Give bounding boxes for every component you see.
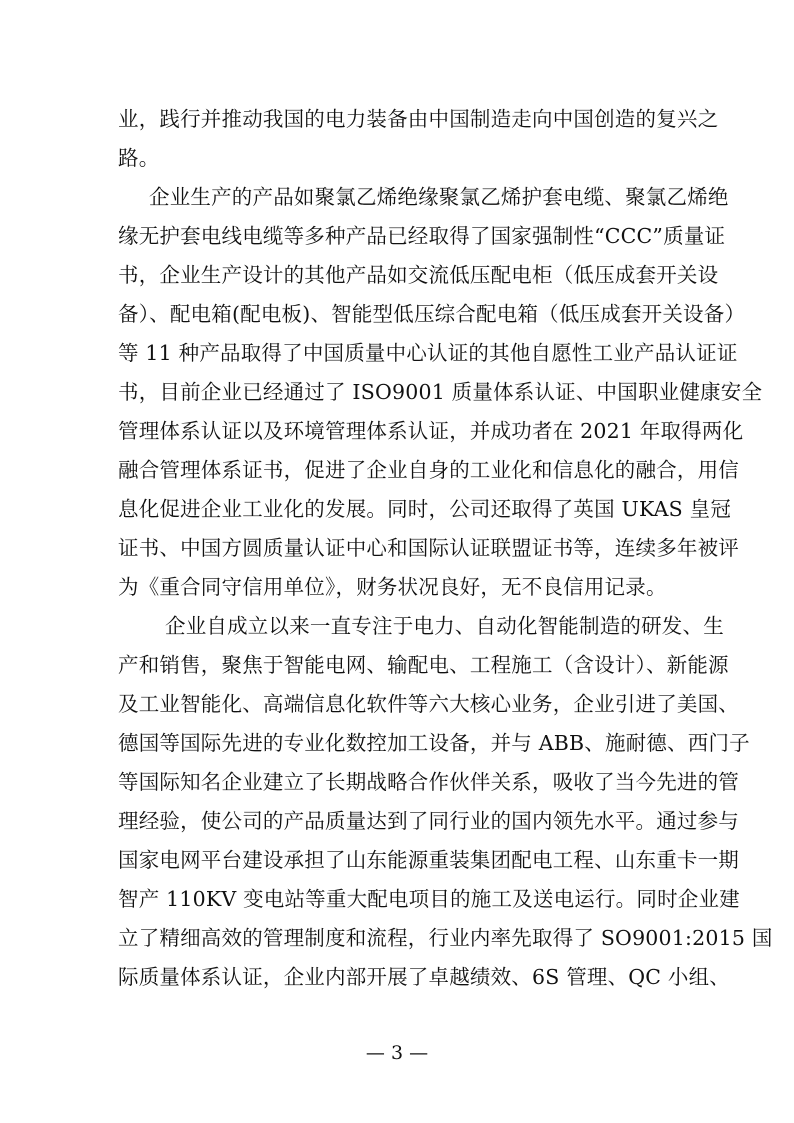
text-line: 书，目前企业已经通过了 ISO9001 质量体系认证、中国职业健康安全: [118, 380, 763, 404]
text-line: 产和销售，聚焦于智能电网、输配电、工程施工（含设计）、新能源: [118, 653, 729, 677]
text-line: 缘无护套电线电缆等多种产品已经取得了国家强制性“CCC”质量证: [118, 224, 726, 248]
text-line: 德国等国际先进的专业化数控加工设备，并与 ABB、施耐德、西门子: [118, 731, 750, 755]
text-line: 等 11 种产品取得了中国质量中心认证的其他自愿性工业产品认证证: [118, 341, 738, 365]
text-line: 管理体系认证以及环境管理体系认证，并成功者在 2021 年取得两化: [118, 419, 744, 443]
text-line: 际质量体系认证，企业内部开展了卓越绩效、6S 管理、QC 小组、: [118, 965, 731, 989]
text-line: 息化促进企业工业化的发展。同时，公司还取得了英国 UKAS 皇冠: [118, 497, 732, 521]
paragraph-2: [118, 178, 763, 607]
text-line: 融合管理体系证书，促进了企业自身的工业化和信息化的融合，用信: [118, 458, 739, 482]
document-body: [118, 100, 773, 997]
text-line: 为《重合同守信用单位》，财务状况良好，无不良信用记录。: [118, 575, 667, 599]
paragraph-3: [118, 607, 773, 997]
text-line: 业，践行并推动我国的电力装备由中国制造走向中国创造的复兴之: [118, 107, 719, 131]
text-line: 路。: [118, 146, 160, 170]
text-line: 智产 110KV 变电站等重大配电项目的施工及送电运行。同时企业建: [118, 887, 740, 911]
text-line: 企业生产的产品如聚氯乙烯绝缘聚氯乙烯护套电缆、聚氯乙烯绝: [149, 185, 729, 209]
text-line: 企业自成立以来一直专注于电力、自动化智能制造的研发、生: [165, 614, 724, 638]
paragraph-1: [118, 100, 719, 178]
page-number: — 3 —: [365, 1042, 429, 1064]
text-line: 书，企业生产设计的其他产品如交流低压配电柜（低压成套开关设: [118, 263, 719, 287]
text-line: 理经验，使公司的产品质量达到了同行业的国内领先水平。通过参与: [118, 809, 739, 833]
text-line: 国家电网平台建设承担了山东能源重装集团配电工程、山东重卡一期: [118, 848, 739, 872]
text-line: 及工业智能化、高端信息化软件等六大核心业务，企业引进了美国、: [118, 692, 739, 716]
text-line: 立了精细高效的管理制度和流程，行业内率先取得了 SO9001:2015 国: [118, 926, 773, 950]
text-line: 备）、配电箱(配电板)、智能型低压综合配电箱（低压成套开关设备）: [118, 302, 746, 326]
text-line: 等国际知名企业建立了长期战略合作伙伴关系，吸收了当今先进的管: [118, 770, 739, 794]
text-line: 证书、中国方圆质量认证中心和国际认证联盟证书等，连续多年被评: [118, 536, 739, 560]
